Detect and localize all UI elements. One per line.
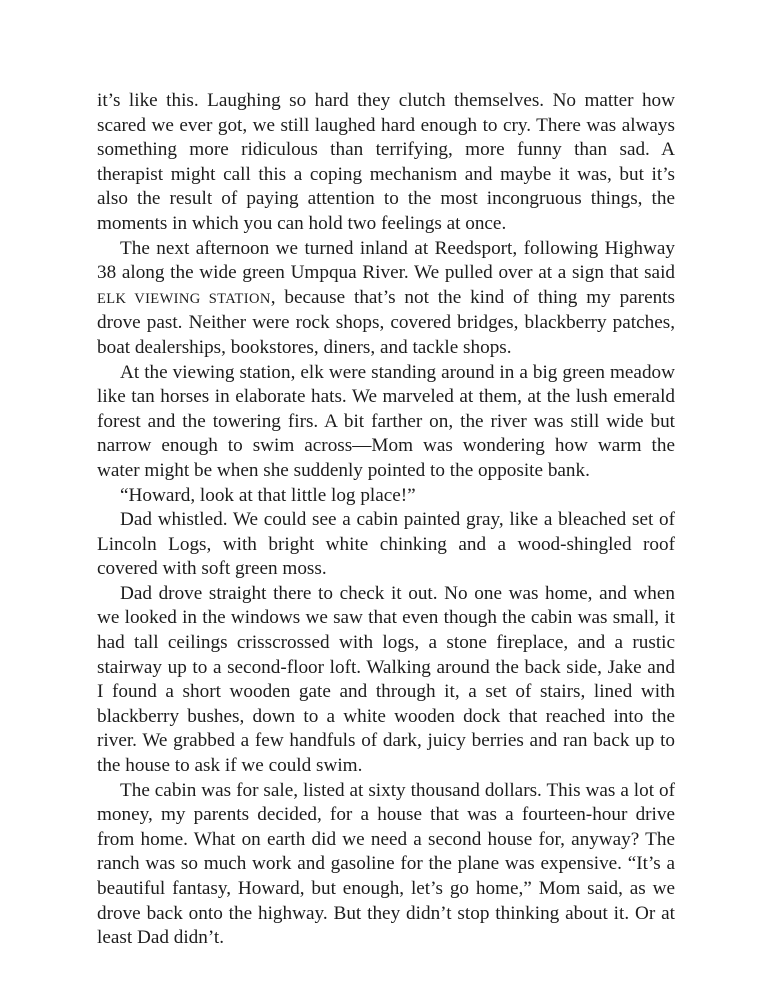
paragraph-7: The cabin was for sale, listed at sixty thousand dollars. This was a lot of money, my parents decided, for a house that was a fourteen-hour drive from home. What on earth did we need a second house for, anyway? The ranch was so much work and gasoline for the plane was expensive. “It’s a beautiful fantasy, Howard, but enough, let’s go home,” Mom said, as we drove back onto the highway. But they didn’t stop thinking about it. Or at least Dad didn’t. [97,779,675,949]
body-text [97,89,675,951]
paragraph-6: Dad drove straight there to check it out. No one was home, and when we looked in the windows we saw that even though the cabin was small, it had tall ceilings crisscrossed with logs, a stone fireplace, and a rustic stairway up to a second-floor loft. Walking around the back side, Jake and I found a short wooden gate and through it, a set of stairs, lined with blackberry bushes, down to a white wooden dock that reached into the river. We grabbed a few handfuls of dark, juicy berries and ran back up to the house to ask if we could swim. [97,582,675,777]
paragraph-2-after-sign: , because that’s not the kind of thing my parents drove past. Neither were rock shops, covered bridges, blackberry patches, boat dealerships, bookstores, diners, and tackle shops. [97,286,675,358]
paragraph-4: “Howard, look at that little log place!” [120,484,416,506]
paragraph-3: At the viewing station, elk were standing around in a big green meadow like tan horses in elaborate hats. We marveled at them, at the lush emerald forest and the towering firs. A bit farther on, the river was still wide but narrow enough to swim across—Mom was wondering how warm the water might be when she suddenly pointed to the opposite bank. [97,361,675,481]
paragraph-5: Dad whistled. We could see a cabin painted gray, like a bleached set of Lincoln Logs, with bright white chinking and a wood-shingled roof covered with soft green moss. [97,509,675,580]
sign-text: ELK VIEWING STATION [97,290,271,307]
paragraph-2-before-sign: The next afternoon we turned inland at Reedsport, following Highway 38 along the wide green Umpqua River. We pulled over at a sign that said [97,237,675,284]
paragraph-2 [97,237,675,361]
paragraph-1: it’s like this. Laughing so hard they clutch themselves. No matter how scared we ever got, we still laughed hard enough to cry. There was always something more ridiculous than terrifying, more funny than sad. A therapist might call this a coping mechanism and maybe it was, but it’s also the result of paying attention to the most incongruous things, the moments in which you can hold two feelings at once. [97,90,675,234]
